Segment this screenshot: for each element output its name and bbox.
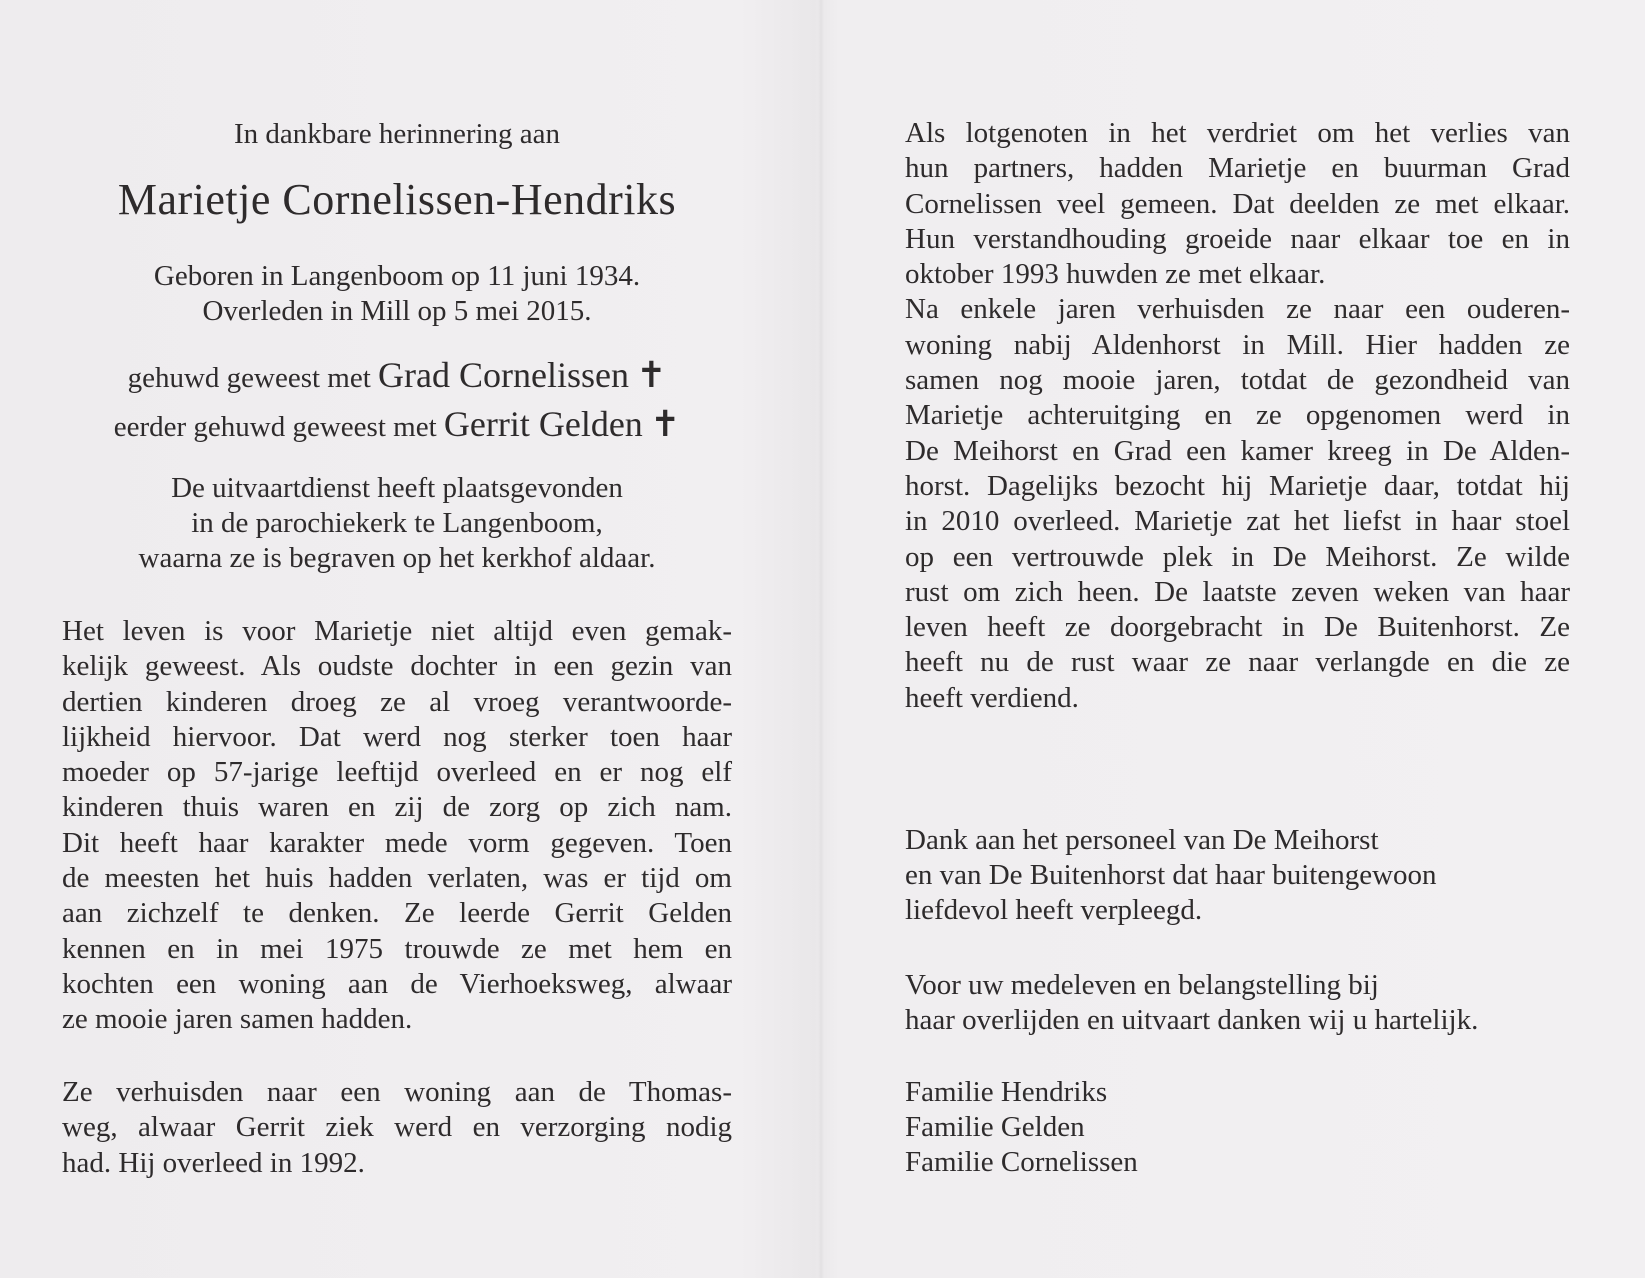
family-name: Familie Gelden	[905, 1111, 1085, 1143]
family-name: Familie Hendriks	[905, 1076, 1108, 1108]
story-line: Cornelissen veel gemeen. Dat deelden ze met elkaar.	[905, 187, 1570, 220]
family-name: Familie Cornelissen	[905, 1146, 1138, 1178]
story-line: Marietje achteruitging en ze opgenomen werd in	[905, 399, 1570, 432]
spouse2-prefix: eerder gehuwd geweest met	[113, 411, 437, 443]
cross-icon: ✝	[636, 355, 667, 395]
story-line: samen nog mooie jaren, totdat de gezondheid van	[905, 364, 1570, 397]
story-line: lijkheid hiervoor. Dat werd nog sterker toen haar	[62, 720, 732, 753]
thanks-sympathy	[905, 968, 1570, 1038]
story-line: op een vertrouwde plek in De Meihorst. Ze wilde	[905, 540, 1570, 573]
spouse2-name: Gerrit Gelden	[443, 404, 643, 444]
life-story-part-2	[62, 1075, 732, 1181]
life-story-part-3	[905, 116, 1570, 716]
service-line: in de parochiekerk te Langenboom,	[191, 507, 603, 539]
thanks-line: liefdevol heeft verpleegd.	[905, 894, 1203, 926]
story-line: in 2010 overleed. Marietje zat het liefst in haar stoel	[905, 505, 1570, 538]
story-line: ze mooie jaren samen hadden.	[62, 1003, 413, 1036]
story-line: hun partners, hadden Marietje en buurman Grad	[905, 152, 1570, 185]
funeral-service	[62, 471, 732, 576]
story-line: kennen en in mei 1975 trouwde ze met hem en	[62, 932, 732, 965]
thanks-staff	[905, 823, 1570, 928]
spouse1-prefix: gehuwd geweest met	[127, 362, 371, 394]
family-signatures	[905, 1075, 1570, 1180]
story-line: De Meihorst en Grad een kamer kreeg in De Alden-	[905, 434, 1570, 467]
story-line: had. Hij overleed in 1992.	[62, 1146, 365, 1179]
service-line: waarna ze is begraven op het kerkhof aldaar.	[138, 542, 656, 574]
story-line: woning nabij Aldenhorst in Mill. Hier hadden ze	[905, 328, 1570, 361]
story-line: leven heeft ze doorgebracht in De Buitenhorst. Ze	[905, 611, 1570, 644]
story-line: dertien kinderen droeg ze al vroeg verantwoorde-	[62, 685, 732, 718]
story-line: Het leven is voor Marietje niet altijd even gemak-	[62, 615, 732, 647]
intro-text: In dankbare herinnering aan	[233, 118, 561, 150]
story-line: Ze verhuisden naar een woning aan de Thomas-	[62, 1076, 732, 1108]
death-line: Overleden in Mill op 5 mei 2015.	[202, 295, 592, 327]
thanks-line: en van De Buitenhorst dat haar buitengewoon	[905, 859, 1437, 891]
story-line: heeft nu de rust waar ze naar verlangde en die ze	[905, 646, 1570, 679]
story-line: heeft verdiend.	[905, 681, 1079, 714]
thanks-line: Dank aan het personeel van De Meihorst	[905, 824, 1379, 856]
story-line: horst. Dagelijks bezocht hij Marietje daar, totdat hij	[905, 469, 1570, 502]
story-line: weg, alwaar Gerrit ziek werd en verzorging nodig	[62, 1111, 732, 1144]
story-line: kochten een woning aan de Vierhoeksweg, alwaar	[62, 967, 732, 1000]
story-line: aan zichzelf te denken. Ze leerde Gerrit Gelden	[62, 897, 732, 930]
story-line: Hun verstandhouding groeide naar elkaar toe en in	[905, 222, 1570, 255]
birth-line: Geboren in Langenboom op 11 juni 1934.	[153, 260, 641, 292]
spouses	[62, 352, 732, 450]
spouse-line-1	[62, 352, 732, 401]
spouse-line-2	[62, 401, 732, 450]
story-line: Als lotgenoten in het verdriet om het verlies van	[905, 117, 1570, 149]
story-line: kinderen thuis waren en zij de zorg op zich nam.	[62, 791, 732, 824]
spouse1-name: Grad Cornelissen	[378, 355, 629, 395]
thanks-line: haar overlijden en uitvaart danken wij u hartelijk.	[905, 1004, 1479, 1036]
story-line: Na enkele jaren verhuisden ze naar een ouderen-	[905, 293, 1570, 326]
cross-icon: ✝	[650, 404, 681, 444]
service-line: De uitvaartdienst heeft plaatsgevonden	[171, 472, 623, 504]
story-line: Dit heeft haar karakter mede vorm gegeven. Toen	[62, 826, 732, 859]
life-dates	[62, 259, 732, 329]
life-story-part-1	[62, 614, 732, 1038]
thanks-line: Voor uw medeleven en belangstelling bij	[905, 969, 1379, 1001]
story-line: kelijk geweest. Als oudste dochter in een gezin van	[62, 650, 732, 683]
card-fold	[818, 0, 824, 1278]
story-line: de meesten het huis hadden verlaten, was er tijd om	[62, 862, 732, 895]
story-line: moeder op 57-jarige leeftijd overleed en er nog elf	[62, 756, 732, 789]
story-line: oktober 1993 huwden ze met elkaar.	[905, 258, 1326, 291]
story-line: rust om zich heen. De laatste zeven weken van haar	[905, 575, 1570, 608]
deceased-name: Marietje Cornelissen-Hendriks	[117, 175, 677, 224]
